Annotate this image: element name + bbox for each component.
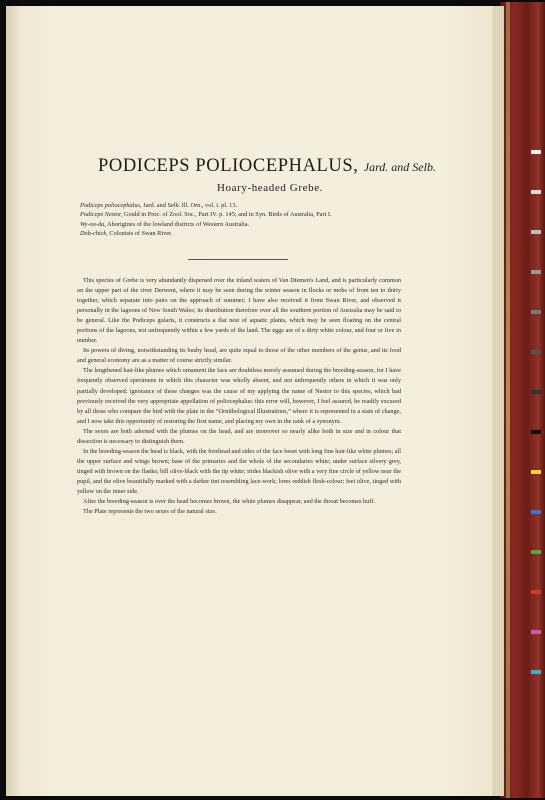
scale-swatch	[531, 550, 541, 554]
paragraph: The sexes are both adorned with the plumes on the head, and are moreover so nearly alike both in size and in colour that dissection is necessary to distinguish them.	[77, 427, 401, 445]
synonym-reference: Colonists of Swan River.	[107, 229, 173, 237]
body-text	[77, 276, 401, 517]
scale-swatch	[531, 510, 541, 514]
common-name: Hoary-headed Grebe.	[216, 182, 324, 194]
synonym-name: Dob-chick,	[80, 229, 108, 237]
synonym-line	[80, 201, 460, 210]
scale-swatch	[531, 190, 541, 194]
scientific-name: PODICEPS POLIOCEPHALUS,	[98, 156, 359, 176]
synonym-name: Podiceps Nestor,	[80, 211, 123, 219]
synonym-line	[80, 229, 460, 238]
gilt-edge	[506, 2, 510, 798]
paragraph: This species of Grebe is very abundantly dispersed over the inland waters of Van Diemen's Land, and is particularly common on the upper part of the river Derwent, where it may be seen during the winter season in flocks or mobs of from ten to thirty together, which separate into pairs on the approach of summer; I have also received it from Swan River, and observed it personally in the lagoons of New South Wales; its distribution therefore over all the southern portion of Australia may be said to be general. Like the Podiceps gularis, it constructs a flat nest of aquatic plants, which may be seen floating on the central portions of the lagoons, not unfrequently within a few yards of the land. The eggs are of a dirty white colour, and four or five in number.	[77, 277, 401, 345]
scale-swatch	[531, 630, 541, 634]
scale-swatch	[531, 310, 541, 314]
synonymy	[80, 201, 460, 238]
synonym-line	[80, 220, 460, 229]
scale-swatch	[531, 670, 541, 674]
synonym-reference: Jard. and Selb. Ill. Orn., vol. i. pl. 13.	[141, 202, 238, 209]
paragraph: In the breeding-season the head is black, with the forehead and sides of the face beset with long fine hair-like white plumes; all the upper surface and wings brown; base of the primaries and the whole of the secondaries white; under surface silvery grey, tinged with brown on the flanks; bill olive-black with the tip white; irides blackish olive with a very fine circle of yellow near the pupil, and the olive beautifully marked with a darker tint resembling lace-work; lores reddish flesh-colour; feet olive, tinged with yellow on the inner side.	[77, 447, 401, 495]
scale-swatch	[531, 270, 541, 274]
scale-swatch	[531, 390, 541, 394]
scale-swatch	[531, 150, 541, 154]
synonym-reference: Gould in Proc. of Zool. Soc., Part IV. p. 145; and in Syn. Birds of Australia, Part I.	[122, 211, 332, 219]
scale-swatch	[531, 230, 541, 234]
synonym-line	[80, 210, 460, 219]
synonym-reference: Aborigines of the lowland districts of Western Australia.	[105, 220, 250, 228]
authority: Jard. and Selb.	[363, 160, 436, 174]
synonym-name: Podiceps poliocephalus,	[80, 202, 142, 209]
paragraph: Its powers of diving, notwithstanding its bushy head, are quite equal to those of the other members of the genus, and its food and general economy are as a matter of course strictly similar.	[77, 347, 401, 365]
paragraph: The Plate represents the two sexes of the natural size.	[83, 508, 217, 516]
scale-swatch	[531, 590, 541, 594]
scale-swatch	[531, 470, 541, 474]
species-title	[98, 156, 438, 177]
scale-swatch	[531, 350, 541, 354]
paragraph: The lengthened hair-like plumes which ornament the face are doubtless merely assumed during the breeding-season, for I have frequently observed specimens in which this character was wholly absent, and not unfrequently others in which it was only partially developed; ignorance of these changes was the cause of my applying the name of Nestor to this species, which had previously received the very appropriate appellation of poliocephalus: this error will, however, I feel assured, be readily excused by all those who compare the bird with the plate in the “Ornithological Illustrations,” where it is represented in a state of change, and I now take this opportunity of restoring the first name, and placing my own in the rank of a synonym.	[77, 367, 401, 425]
synonym-name: Wy-oo-da,	[80, 220, 106, 228]
paragraph: After the breeding-season is over the head becomes brown, the white plumes disappear, and the throat becomes huff.	[83, 498, 375, 506]
color-calibration-scale	[531, 150, 541, 710]
divider-rule	[188, 259, 288, 260]
scale-swatch	[531, 430, 541, 434]
